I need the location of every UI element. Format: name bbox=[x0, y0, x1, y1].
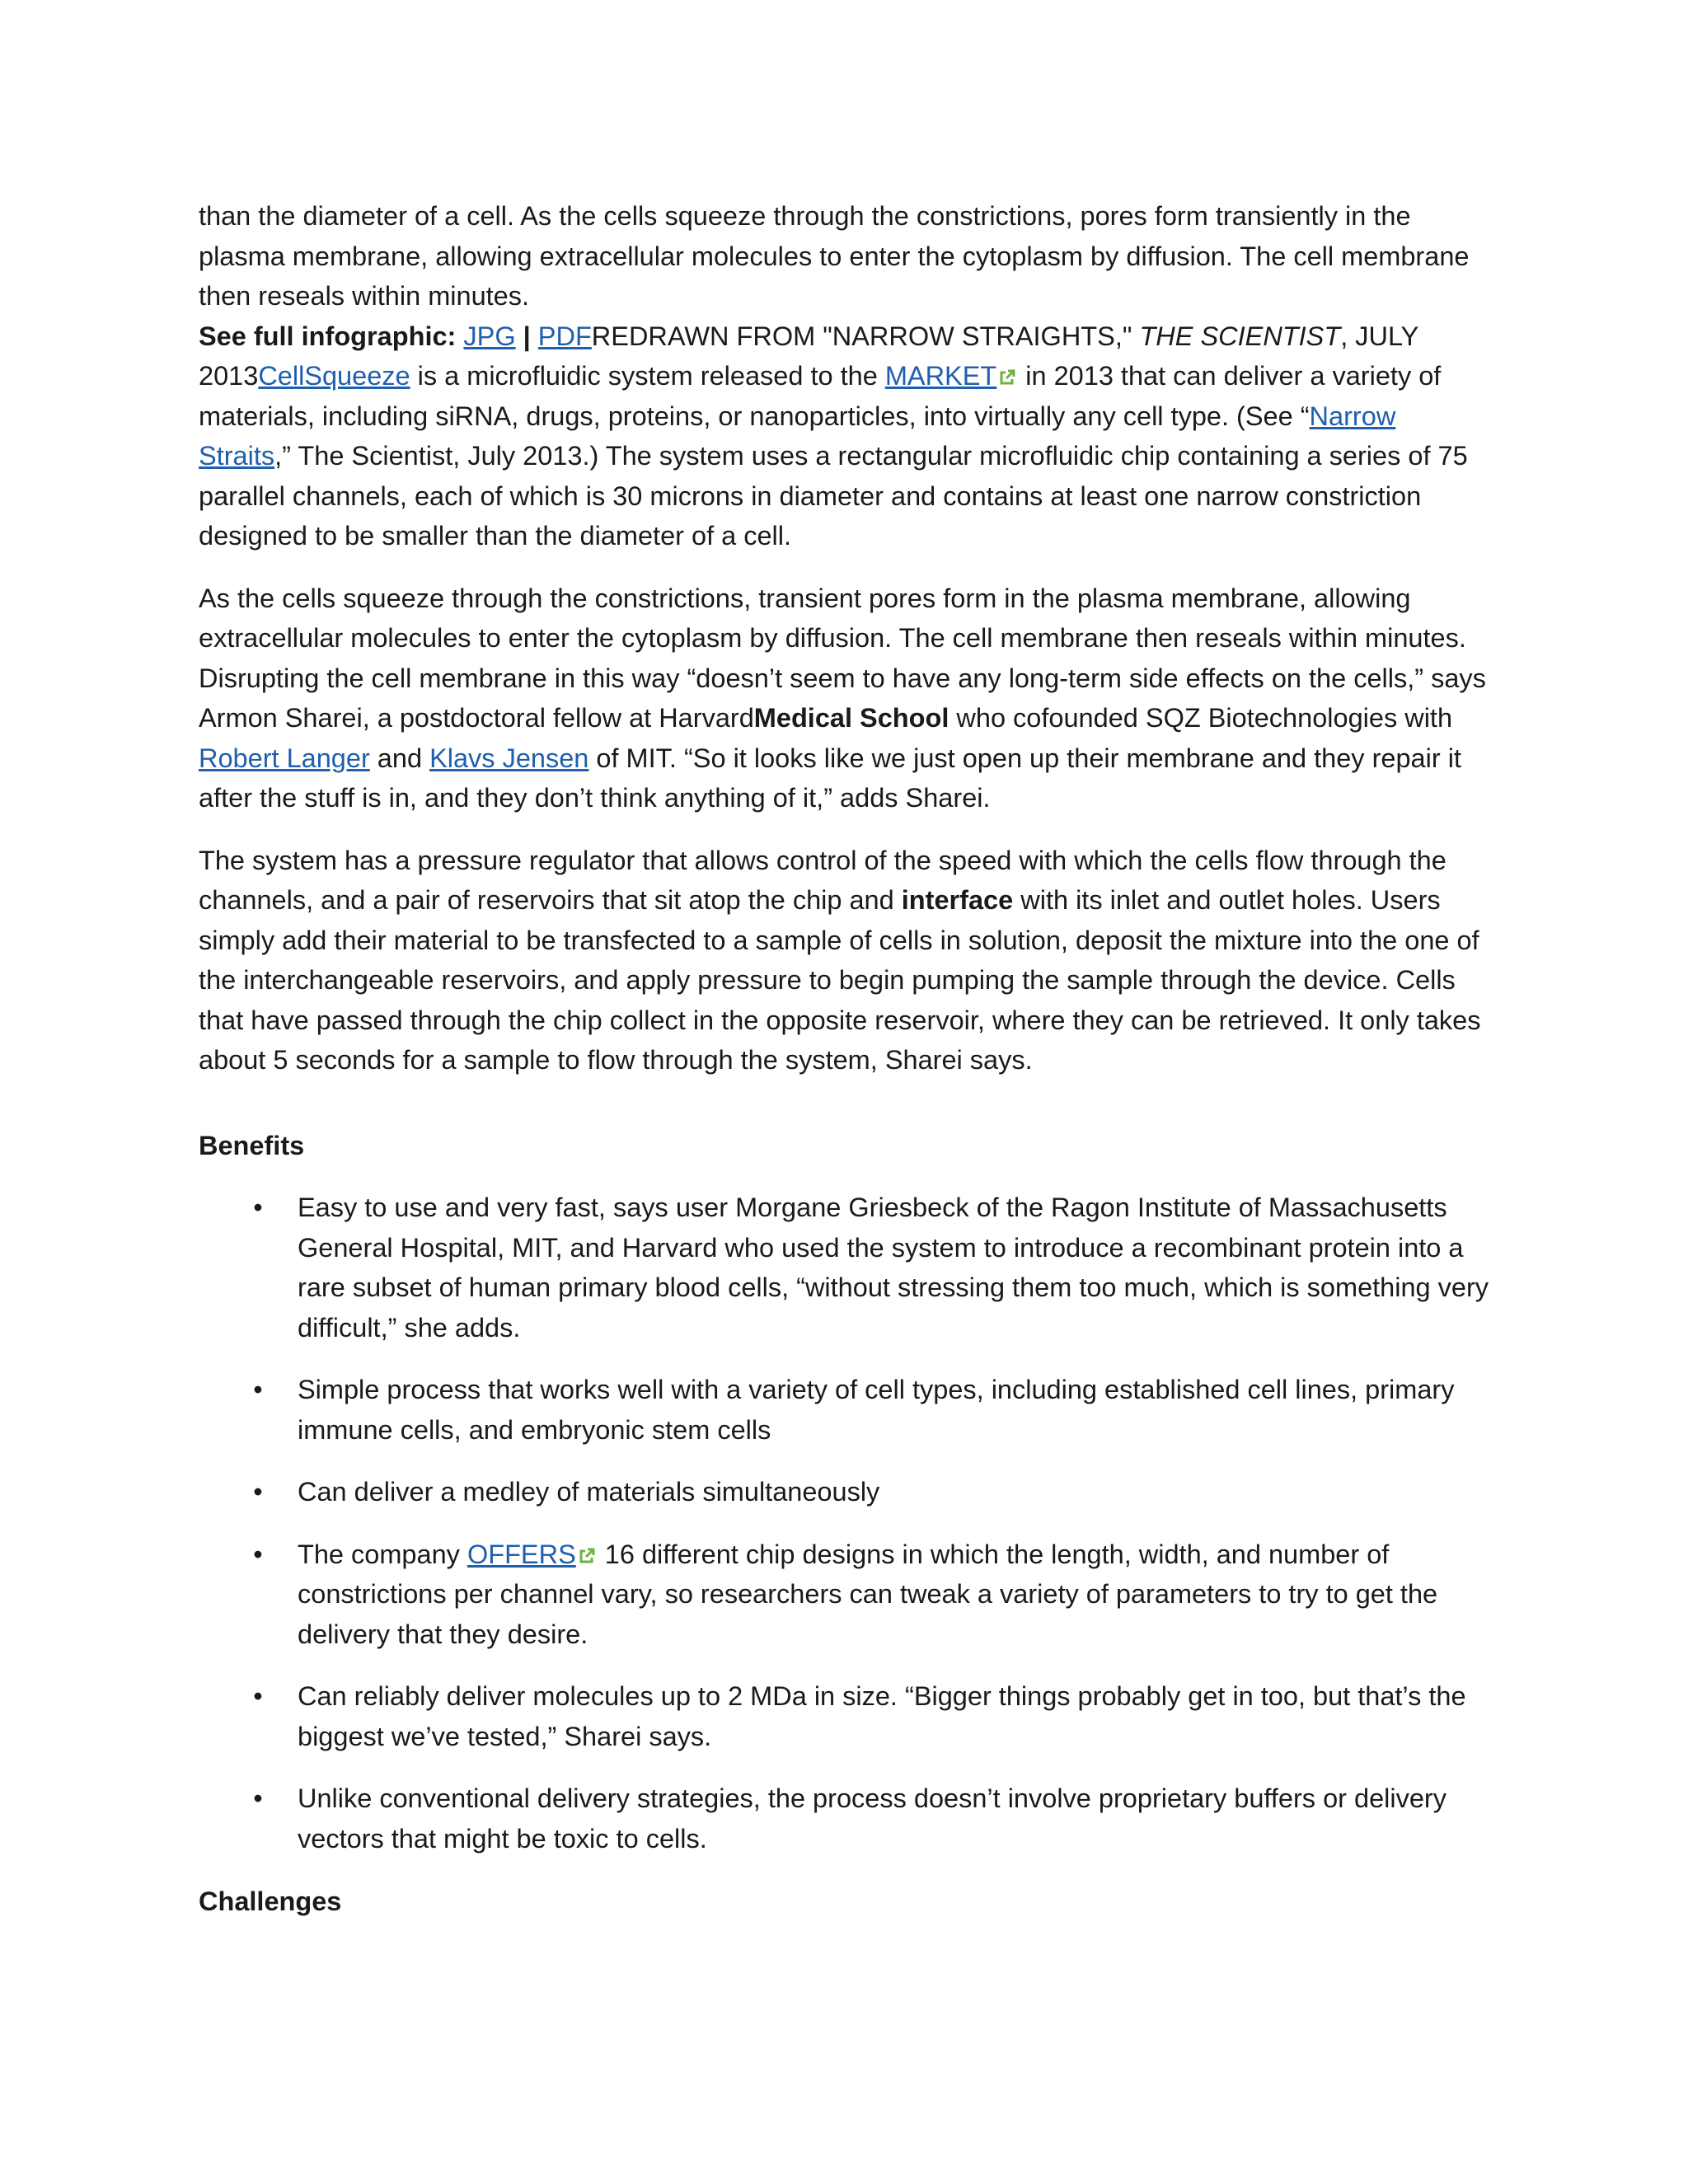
paragraph-cellsqueeze bbox=[199, 316, 1493, 556]
credit-date: , JULY 2013 bbox=[199, 321, 1418, 391]
text-segment: ,” The Scientist, July 2013.) The system uses a rectangular microfluidic chip containing a series of 75 parallel channels, each of which is 30 microns in diameter and contains at least one narrow constriction designed to be smaller than the diameter of a cell. bbox=[199, 441, 1468, 551]
text-segment: is a microfluidic system released to the bbox=[410, 361, 885, 391]
text-segment: in 2013 that can deliver a variety of materials, including siRNA, drugs, proteins, or nanoparticles, into virtually any cell type. (See “ bbox=[199, 361, 1442, 431]
robert-langer-link[interactable]: Robert Langer bbox=[199, 743, 370, 773]
interface-bold: interface bbox=[901, 885, 1014, 915]
list-item bbox=[199, 1472, 1493, 1512]
list-item bbox=[199, 1676, 1493, 1756]
list-item-text: Easy to use and very fast, says user Morgane Griesbeck of the Ragon Institute of Massachusetts General Hospital, MIT, and Harvard who used the system to introduce a recombinant protein into a rare subset of human primary blood cells, “without stressing them too much, which is something very difficult,” she adds. bbox=[298, 1193, 1489, 1343]
benefits-heading: Benefits bbox=[199, 1130, 305, 1160]
text-segment: of MIT. “So it looks like we just open up their membrane and they repair it after the stuff is in, and they don’t think anything of it,” adds Sharei. bbox=[199, 743, 1461, 813]
text-segment: who cofounded SQZ Biotechnologies with bbox=[949, 703, 1453, 733]
list-item-text: 16 different chip designs in which the length, width, and number of constrictions per channel vary, so researchers can tweak a variety of parameters to try to get the delivery that they desire. bbox=[298, 1539, 1438, 1649]
list-item bbox=[199, 1370, 1493, 1450]
text-segment: and bbox=[369, 743, 430, 773]
paragraph-intro: than the diameter of a cell. As the cells squeeze through the constrictions, pores form transiently in the plasma membrane, allowing extracellular molecules to enter the cytoplasm by diffusion. The cell membrane then reseals within minutes. bbox=[199, 201, 1470, 311]
bullet-icon: • bbox=[253, 1681, 263, 1711]
offers-link[interactable]: OFFERS bbox=[467, 1539, 576, 1569]
cellsqueeze-link[interactable]: CellSqueeze bbox=[258, 361, 410, 391]
list-item bbox=[199, 1188, 1493, 1347]
pdf-link[interactable]: PDF bbox=[537, 321, 592, 351]
bullet-icon: • bbox=[253, 1539, 263, 1569]
list-item-text: Unlike conventional delivery strategies, the process doesn’t involve proprietary buffers or delivery vectors that might be toxic to cells. bbox=[298, 1783, 1447, 1854]
market-link[interactable]: MARKET bbox=[884, 361, 997, 391]
link-separator: | bbox=[523, 321, 531, 351]
text-segment: with its inlet and outlet holes. Users simply add their material to be transfected to a sample of cells in solution, deposit the mixture into the one of the interchangeable reservoirs, and apply pressure to begin pumping the sample through the device. Cells that have passed through the chip collect in the opposite reservoir, where they can be retrieved. It only takes about 5 seconds for a sample to flow through the system, Sharei says. bbox=[199, 885, 1481, 1075]
list-item bbox=[199, 1779, 1493, 1858]
klavs-jensen-link[interactable]: Klavs Jensen bbox=[429, 743, 589, 773]
paragraph-pressure bbox=[199, 841, 1493, 1080]
external-link-icon[interactable] bbox=[998, 368, 1016, 387]
text-segment: The system has a pressure regulator that allows control of the speed with which the cells flow through the channels, and a pair of reservoirs that sit atop the chip and bbox=[199, 845, 1447, 915]
the-scientist-title: THE SCIENTIST bbox=[1139, 321, 1341, 351]
challenges-heading: Challenges bbox=[199, 1886, 342, 1916]
redrawn-credit: REDRAWN FROM "NARROW STRAIGHTS," bbox=[591, 321, 1140, 351]
list-item-text: Can deliver a medley of materials simultaneously bbox=[298, 1477, 880, 1507]
list-item-text: Can reliably deliver molecules up to 2 MDa in size. “Bigger things probably get in too, but that’s the biggest we’ve tested,” Sharei says. bbox=[298, 1681, 1466, 1751]
bullet-icon: • bbox=[253, 1193, 263, 1222]
bullet-icon: • bbox=[253, 1783, 263, 1813]
benefits-list bbox=[199, 1188, 1493, 1858]
paragraph-pores bbox=[199, 579, 1493, 818]
list-item-text: The company bbox=[298, 1539, 467, 1569]
bullet-icon: • bbox=[253, 1477, 263, 1507]
jpg-link[interactable]: JPG bbox=[463, 321, 516, 351]
document-page bbox=[199, 196, 1493, 1944]
list-item-text: Simple process that works well with a variety of cell types, including established cell lines, primary immune cells, and embryonic stem cells bbox=[298, 1375, 1455, 1445]
medical-school-bold: Medical School bbox=[753, 703, 950, 733]
text-segment: As the cells squeeze through the constrictions, transient pores form in the plasma membrane, allowing extracellular molecules to enter the cytoplasm by diffusion. The cell membrane then reseals within minutes. Disrupting the cell membrane in this way “doesn’t seem to have any long-term side effects on the cells,” says Armon Sharei, a postdoctoral fellow at Harvard bbox=[199, 583, 1486, 733]
see-full-infographic-label: See full infographic: bbox=[199, 321, 457, 351]
narrow-straits-link[interactable]: Narrow Straits bbox=[199, 401, 1396, 471]
bullet-icon: • bbox=[253, 1375, 263, 1404]
list-item bbox=[199, 1535, 1493, 1655]
external-link-icon[interactable] bbox=[578, 1547, 596, 1565]
